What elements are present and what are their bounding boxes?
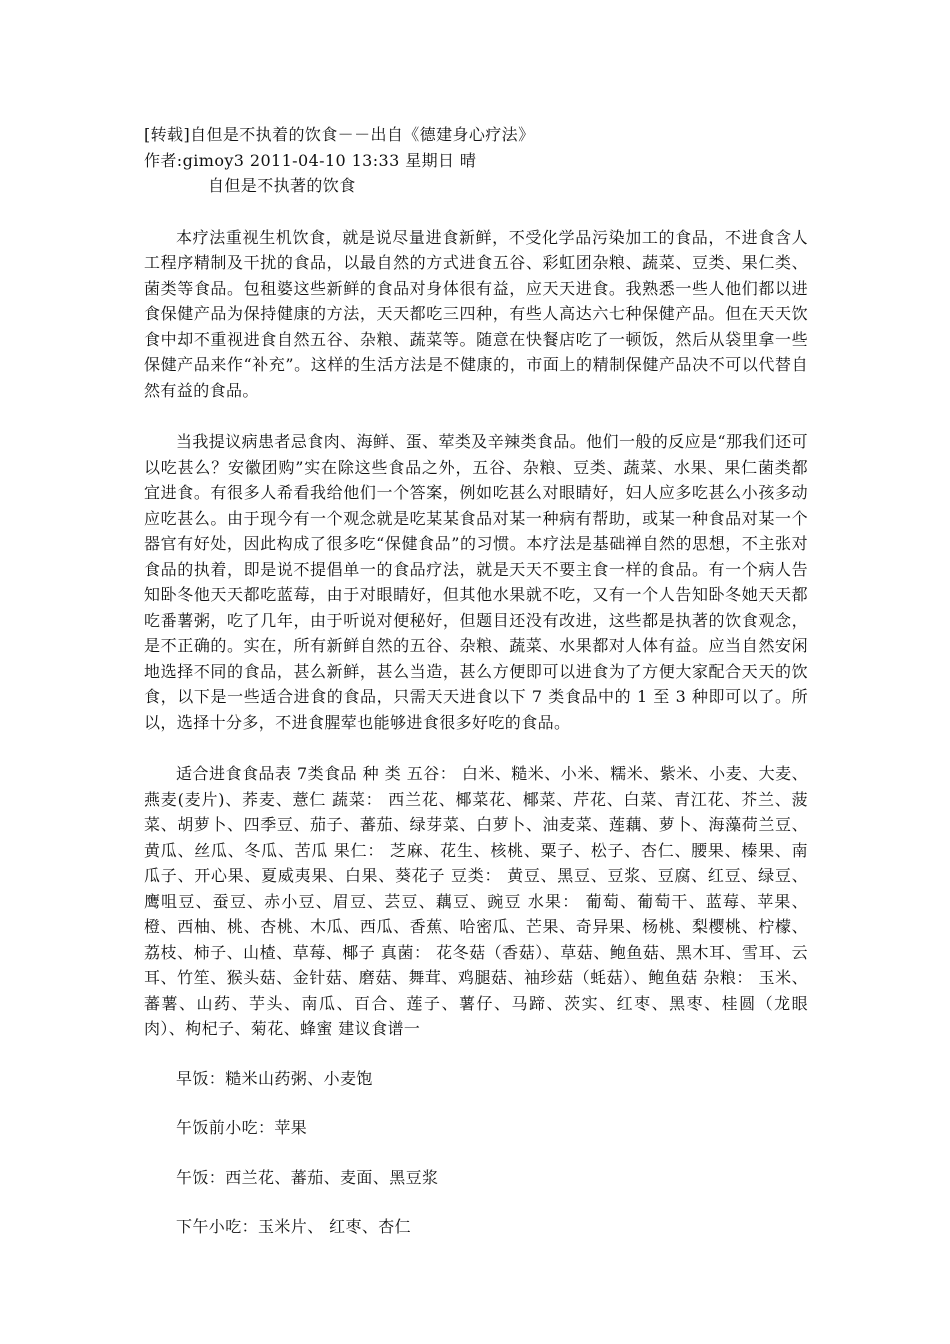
- article-meta: 作者:gimoy3 2011-04-10 13:33 星期日 晴: [144, 150, 477, 170]
- meal-breakfast: 早饭：糙米山药粥、小麦饱: [176, 1068, 373, 1088]
- meal-afternoon-snack: 下午小吃：玉米片、 红枣、杏仁: [176, 1217, 412, 1236]
- paragraph-food-table: 适合进食食品表 7类食品 种 类 五谷： 白米、糙米、小米、糯米、紫米、小麦、大麦、燕麦(麦片)、荞麦、薏仁 蔬菜： 西兰花、椰菜花、椰菜、芹花、白菜、青江花、芥兰、菠菜、胡萝卜、四季豆、茄子、蕃茄、绿芽菜、白萝卜、油麦菜、莲藕、萝卜、海藻荷兰豆、黄瓜、丝瓜、冬瓜、苦瓜 果仁： 芝麻、花生、核桃、粟子、松子、杏仁、腰果、榛果、南瓜子、开心果、夏威夷果、白果、葵花子 豆类： 黄豆、黑豆、豆浆、豆腐、红豆、绿豆、鹰咀豆、蚕豆、赤小豆、眉豆、芸豆、藕豆、豌豆 水果： 葡萄、葡萄干、蓝莓、苹果、橙、西柚、桃、杏桃、木瓜、西瓜、香蕉、哈密瓜、芒果、奇异果、杨桃、梨樱桃、柠檬、荔枝、柿子、山楂、草莓、椰子 真菌： 花冬菇（香菇）、草菇、鲍鱼菇、黑木耳、雪耳、云耳、竹笙、猴头菇、金针菇、磨菇、舞茸、鸡腿菇、袖珍菇（蚝菇）、鲍鱼菇 杂粮： 玉米、蕃薯、山药、芋头、南瓜、百合、莲子、薯仔、马蹄、茨实、红枣、黑枣、桂圆（龙眼肉）、枸杞子、菊花、蜂蜜 建议食谱一: [144, 764, 808, 1038]
- paragraph-diet-advice: 当我提议病患者忌食肉、海鲜、蛋、荤类及辛辣类食品。他们一般的反应是“那我们还可以吃甚么？安徽团购”实在除这些食品之外，五谷、杂粮、豆类、蔬菜、水果、果仁菌类都宜进食。有很多人希看我给他们一个答案，例如吃甚么对眼睛好，妇人应多吃甚么小孩多动应吃甚么。由于现今有一个观念就是吃某某食品对某一种病有帮助，或某一种食品对某一个器官有好处，因此构成了很多吃“保健食品”的习惯。本疗法是基础禅自然的思想，不主张对食品的执着，即是说不提倡单一的食品疗法，就是天天不要主食一样的食品。有一个病人告知卧冬他天天都吃蓝莓，由于对眼睛好，但其他水果就不吃，又有一个人告知卧冬她天天都吃番薯粥，吃了几年，由于听说对便秘好，但题目还没有改进，这些都是执著的饮食观念，是不正确的。实在，所有新鲜自然的五谷、杂粮、蔬菜、水果都对人体有益。应当自然安闲地选择不同的食品，甚么新鲜，甚么当造，甚么方便即可以进食为了方便大家配合天天的饮食，以下是一些适合进食的食品，只需天天进食以下 7 类食品中的 1 至 3 种即可以了。所以，选择十分多，不进食腥荤也能够进食很多好吃的食品。: [144, 432, 808, 732]
- meal-lunch: 午饭：西兰花、蕃茄、麦面、黑豆浆: [176, 1167, 439, 1187]
- meal-morning-snack: 午饭前小吃：苹果: [176, 1118, 308, 1137]
- article-title: [转载]自但是不执着的饮食－－出自《德建身心疗法》: [144, 125, 535, 144]
- document-body: [144, 122, 808, 1240]
- article-subtitle: 自但是不执著的饮食: [208, 176, 356, 195]
- paragraph-intro: 本疗法重视生机饮食，就是说尽量进食新鲜，不受化学品污染加工的食品，不进食含人工程序精制及干扰的食品，以最自然的方式进食五谷、彩虹团杂粮、蔬菜、豆类、果仁类、菌类等食品。包租婆这些新鲜的食品对身体很有益，应天天进食。我熟悉一些人他们都以进食保健产品为保持健康的方法，天天都吃三四种，有些人高达六七种保健产品。但在天天饮食中却不重视进食自然五谷、杂粮、蔬菜等。随意在快餐店吃了一顿饭，然后从袋里拿一些保健产品来作“补充”。这样的生活方法是不健康的，市面上的精制保健产品决不可以代替自然有益的食品。: [144, 227, 808, 400]
